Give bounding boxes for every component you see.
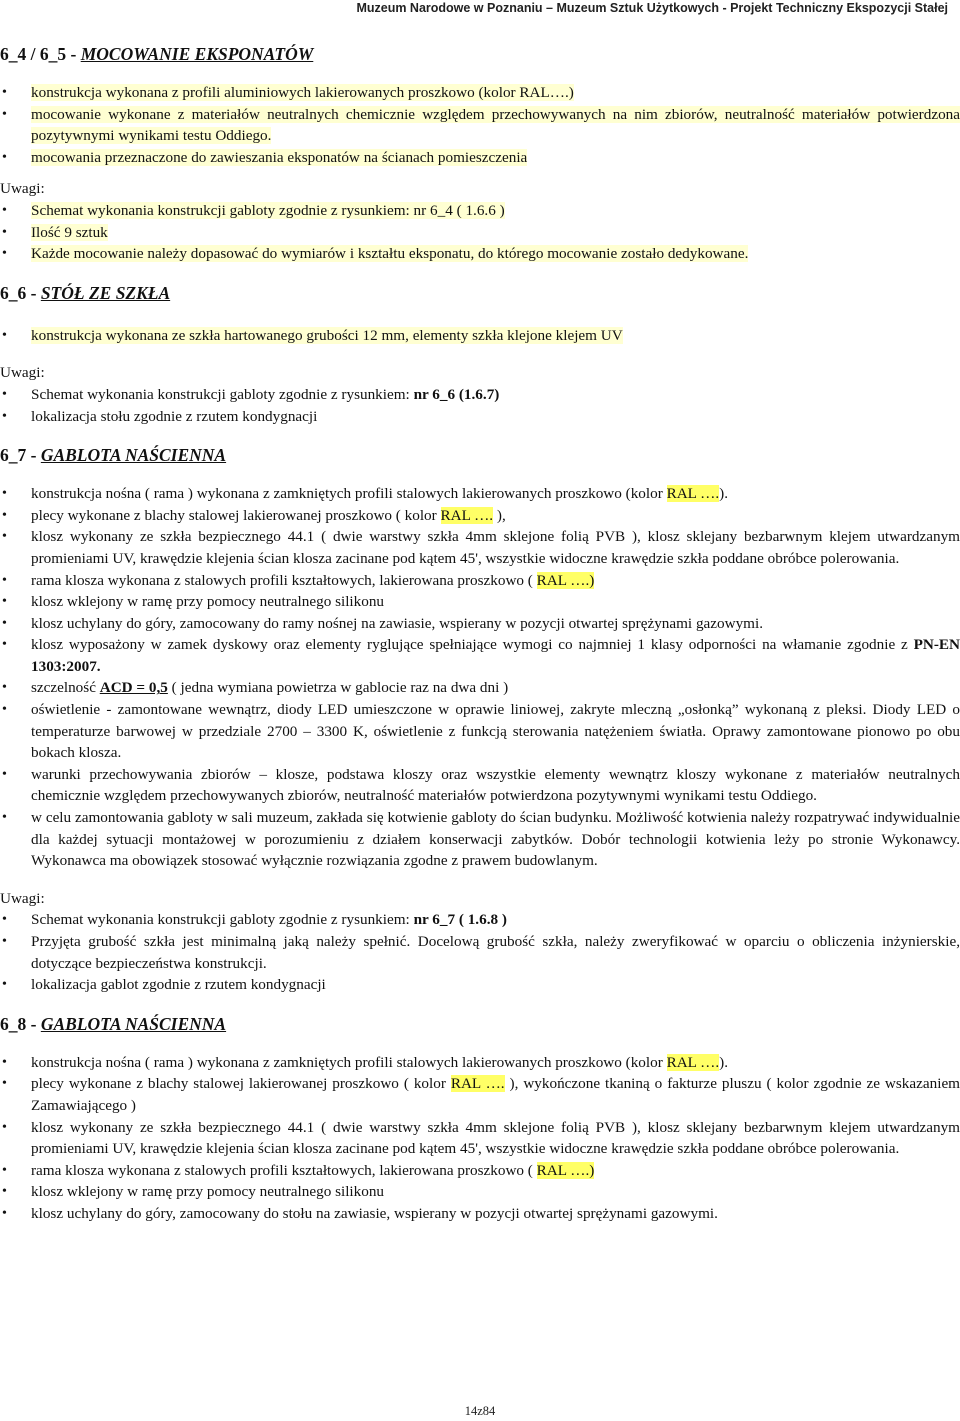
list-item-text: klosz wykonany ze szkła bezpiecznego 44.1 ( dwie warstwy szkła 4mm sklejone folią PVB ), klosz sklejany bezbarwnym klejem utwardzanym promieniami UV, krawędzie klejenia ścian klosza zacinane pod kątem 45', wszystkie widoczne krawędzie szkła poddane obróbce polerowania. [31, 528, 960, 567]
section-heading-6-4 [0, 42, 960, 66]
list-item-text: klosz uchylany do góry, zamocowany do stołu na zawiasie, wspierany w pozycji otwartej sprężynami gazowymi. [31, 1204, 718, 1222]
list-item [0, 325, 960, 347]
section-number: 6_4 / 6_5 - [0, 44, 81, 64]
section-name: GABLOTA NAŚCIENNA [40, 1013, 227, 1034]
note-text: lokalizacja gablot zgodnie z rzutem kondygnacji [31, 976, 326, 994]
list-item [0, 764, 960, 807]
list-item [0, 1117, 960, 1160]
list-item [0, 147, 960, 169]
ral-placeholder: RAL …. [450, 1075, 505, 1093]
section-number: 6_6 - [0, 282, 41, 303]
section-heading-6-6 [0, 281, 960, 305]
list-item-text: klosz wykonany ze szkła bezpiecznego 44.1 ( dwie warstwy szkła 4mm sklejone folią PVB ), klosz sklejany bezbarwnym klejem utwardzanym promieniami UV, krawędzie klejenia ścian klosza zacinane pod kątem 45', wszystkie widoczne krawędzie szkła poddane obróbce polerowania. [31, 1118, 960, 1158]
page-header: Muzeum Narodowe w Poznaniu – Muzeum Sztuk Użytkowych - Projekt Techniczny Ekspozycji Stałej [356, 1, 948, 15]
section-6-6-notes [0, 384, 960, 427]
uwagi-label: Uwagi: [0, 180, 45, 198]
document-body [0, 42, 960, 1225]
list-item-text: konstrukcja nośna ( rama ) wykonana z zamkniętych profili stalowych lakierowanych proszkowo (kolor [31, 1053, 667, 1071]
uwagi-label: Uwagi: [0, 364, 45, 382]
section-heading-6-7 [0, 443, 960, 467]
list-item [0, 1052, 960, 1074]
section-name: MOCOWANIE EKSPONATÓW [80, 44, 314, 64]
list-item [0, 483, 960, 505]
list-item-text: mocowania przeznaczone do zawieszania eksponatów na ścianach pomieszczenia [31, 148, 528, 166]
list-item-text: klosz wyposażony w zamek dyskowy oraz elementy ryglujące spełniające wymogi co najmniej 1 klasy odporności na włamanie zgodnie z [31, 636, 914, 654]
section-6-6-items [0, 325, 960, 347]
list-item-text: klosz wklejony w ramę przy pomocy neutralnego silikonu [31, 1183, 385, 1201]
list-item-text: ), [493, 506, 506, 524]
list-item [0, 591, 960, 613]
section-number: 6_7 - [0, 445, 41, 466]
list-item-text: klosz wklejony w ramę przy pomocy neutralnego silikonu [31, 593, 385, 611]
list-item-text: konstrukcja nośna ( rama ) wykonana z zamkniętych profili stalowych lakierowanych proszkowo (kolor [31, 485, 667, 503]
list-item [0, 1160, 960, 1182]
list-item-text: ). [719, 1053, 729, 1071]
list-item-text: rama klosza wykonana z stalowych profili kształtowych, lakierowana proszkowo ( [31, 1161, 537, 1179]
list-item-text: ), wykończone tkaniną o fakturze pluszu ( kolor zgodnie ze wskazaniem Zamawiającego ) [31, 1075, 960, 1114]
list-item-text: konstrukcja wykonana ze szkła hartowanego grubości 12 mm, elementy szkła klejone klejem UV [31, 326, 623, 344]
list-item-text: ). [719, 485, 729, 503]
note-item [0, 243, 960, 265]
section-heading-6-8 [0, 1012, 960, 1036]
list-item [0, 82, 960, 104]
section-6-7-items [0, 483, 960, 872]
list-item-text: szczelność [31, 679, 100, 697]
list-item [0, 613, 960, 635]
section-number: 6_8 - [0, 1013, 41, 1034]
note-item [0, 931, 960, 974]
list-item [0, 526, 960, 569]
note-item [0, 909, 960, 931]
list-item [0, 570, 960, 592]
list-item-text: warunki przechowywania zbiorów – klosze, podstawa kloszy oraz wszystkie elementy wewnątrz kloszy wykonane z materiałów neutralnych chemicznie względem przechowywanych zbiorów, neutralność materiałów potwierdzona pozytywnymi wynikami testu Oddiego. [31, 765, 960, 805]
drawing-number: nr 6_7 ( 1.6.8 ) [413, 911, 507, 929]
note-text: Schemat wykonania konstrukcji gabloty zgodnie z rysunkiem: [31, 385, 414, 403]
ral-placeholder: RAL ….) [536, 571, 595, 589]
list-item [0, 505, 960, 527]
list-item-text: w celu zamontowania gabloty w sali muzeum, zakłada się kotwienie gabloty do ścian budynku. Możliwość kotwienia należy rozpatrywać indywidualnie dla każdej sytuacji montażowej w porozumieniu z działem konserwacji zabytków. Dobór technologii kotwienia leży po stronie Wykonawcy. Wykonawca ma obowiązek stosować wyłącznie rozwiązania zgodne z prawem budowlanym. [31, 809, 960, 870]
note-item [0, 974, 960, 996]
section-6-4-notes [0, 200, 960, 265]
list-item-text: plecy wykonane z blachy stalowej lakierowanej proszkowo ( kolor [31, 506, 441, 524]
standard-reference: PN-EN 1303:2007. [31, 636, 960, 675]
ral-placeholder: RAL ….) [536, 1161, 595, 1179]
ral-placeholder: RAL …. [440, 506, 494, 524]
note-text: lokalizacja stołu zgodnie z rzutem kondygnacji [31, 407, 318, 425]
drawing-number: nr 6_6 (1.6.7) [413, 385, 500, 403]
list-item-text: oświetlenie - zamontowane wewnątrz, diody LED umieszczone w oprawie liniowej, zakryte mleczną „osłonką” wykonaną z pleksi. Diody LED o temperaturze barwowej w przedziale 2700 – 3300 K, oświetlenie z funkcją sterowania natężeniem światła. Oprawy zamontowane pionowo po obu bokach klosza. [31, 701, 960, 762]
section-6-4-items [0, 82, 960, 168]
list-item [0, 807, 960, 872]
section-name: STÓŁ ZE SZKŁA [40, 282, 171, 303]
list-item [0, 1073, 960, 1116]
note-item [0, 384, 960, 406]
section-6-8-items [0, 1052, 960, 1225]
ral-placeholder: RAL …. [666, 1053, 720, 1071]
note-text: Przyjęta grubość szkła jest minimalną jaką należy spełnić. Docelową grubość szkła, należy zweryfikować w oparciu o obliczenia inżynierskie, dotyczące bezpieczeństwa konstrukcji. [31, 933, 960, 972]
note-text: Każde mocowanie należy dopasować do wymiarów i kształtu eksponatu, do którego mocowanie zostało dedykowane. [31, 245, 749, 263]
section-name: GABLOTA NAŚCIENNA [40, 445, 227, 466]
note-item [0, 200, 960, 222]
list-item-text: plecy wykonane z blachy stalowej lakierowanej proszkowo ( kolor [31, 1075, 451, 1093]
note-item [0, 222, 960, 244]
list-item [0, 1203, 960, 1225]
list-item [0, 699, 960, 764]
list-item [0, 104, 960, 147]
list-item-text: mocowanie wykonane z materiałów neutralnych chemicznie względem przechowywanych na nim zbiorów, neutralność materiałów potwierdzona pozytywnymi wynikami testu Oddiego. [31, 105, 960, 145]
acd-value: ACD = 0,5 [99, 679, 168, 697]
list-item-text: rama klosza wykonana z stalowych profili kształtowych, lakierowana proszkowo ( [31, 571, 537, 589]
note-item [0, 406, 960, 428]
note-text: Schemat wykonania konstrukcji gabloty zgodnie z rysunkiem: [31, 911, 414, 929]
uwagi-label: Uwagi: [0, 889, 45, 907]
list-item [0, 634, 960, 677]
list-item [0, 677, 960, 699]
note-text: Schemat wykonania konstrukcji gabloty zgodnie z rysunkiem: nr 6_4 ( 1.6.6 ) [31, 201, 505, 219]
list-item-text: ( jedna wymiana powietrza w gablocie raz na dwa dni ) [167, 679, 509, 697]
list-item-text: konstrukcja wykonana z profili aluminiowych lakierowanych proszkowo (kolor RAL….) [31, 84, 574, 101]
ral-placeholder: RAL …. [666, 485, 720, 503]
note-text: Ilość 9 sztuk [31, 223, 108, 241]
page-number: 14z84 [464, 1404, 496, 1418]
list-item [0, 1181, 960, 1203]
section-6-7-notes [0, 909, 960, 995]
list-item-text: klosz uchylany do góry, zamocowany do ramy nośnej na zawiasie, wspierany w pozycji otwartej sprężynami gazowymi. [31, 614, 764, 632]
